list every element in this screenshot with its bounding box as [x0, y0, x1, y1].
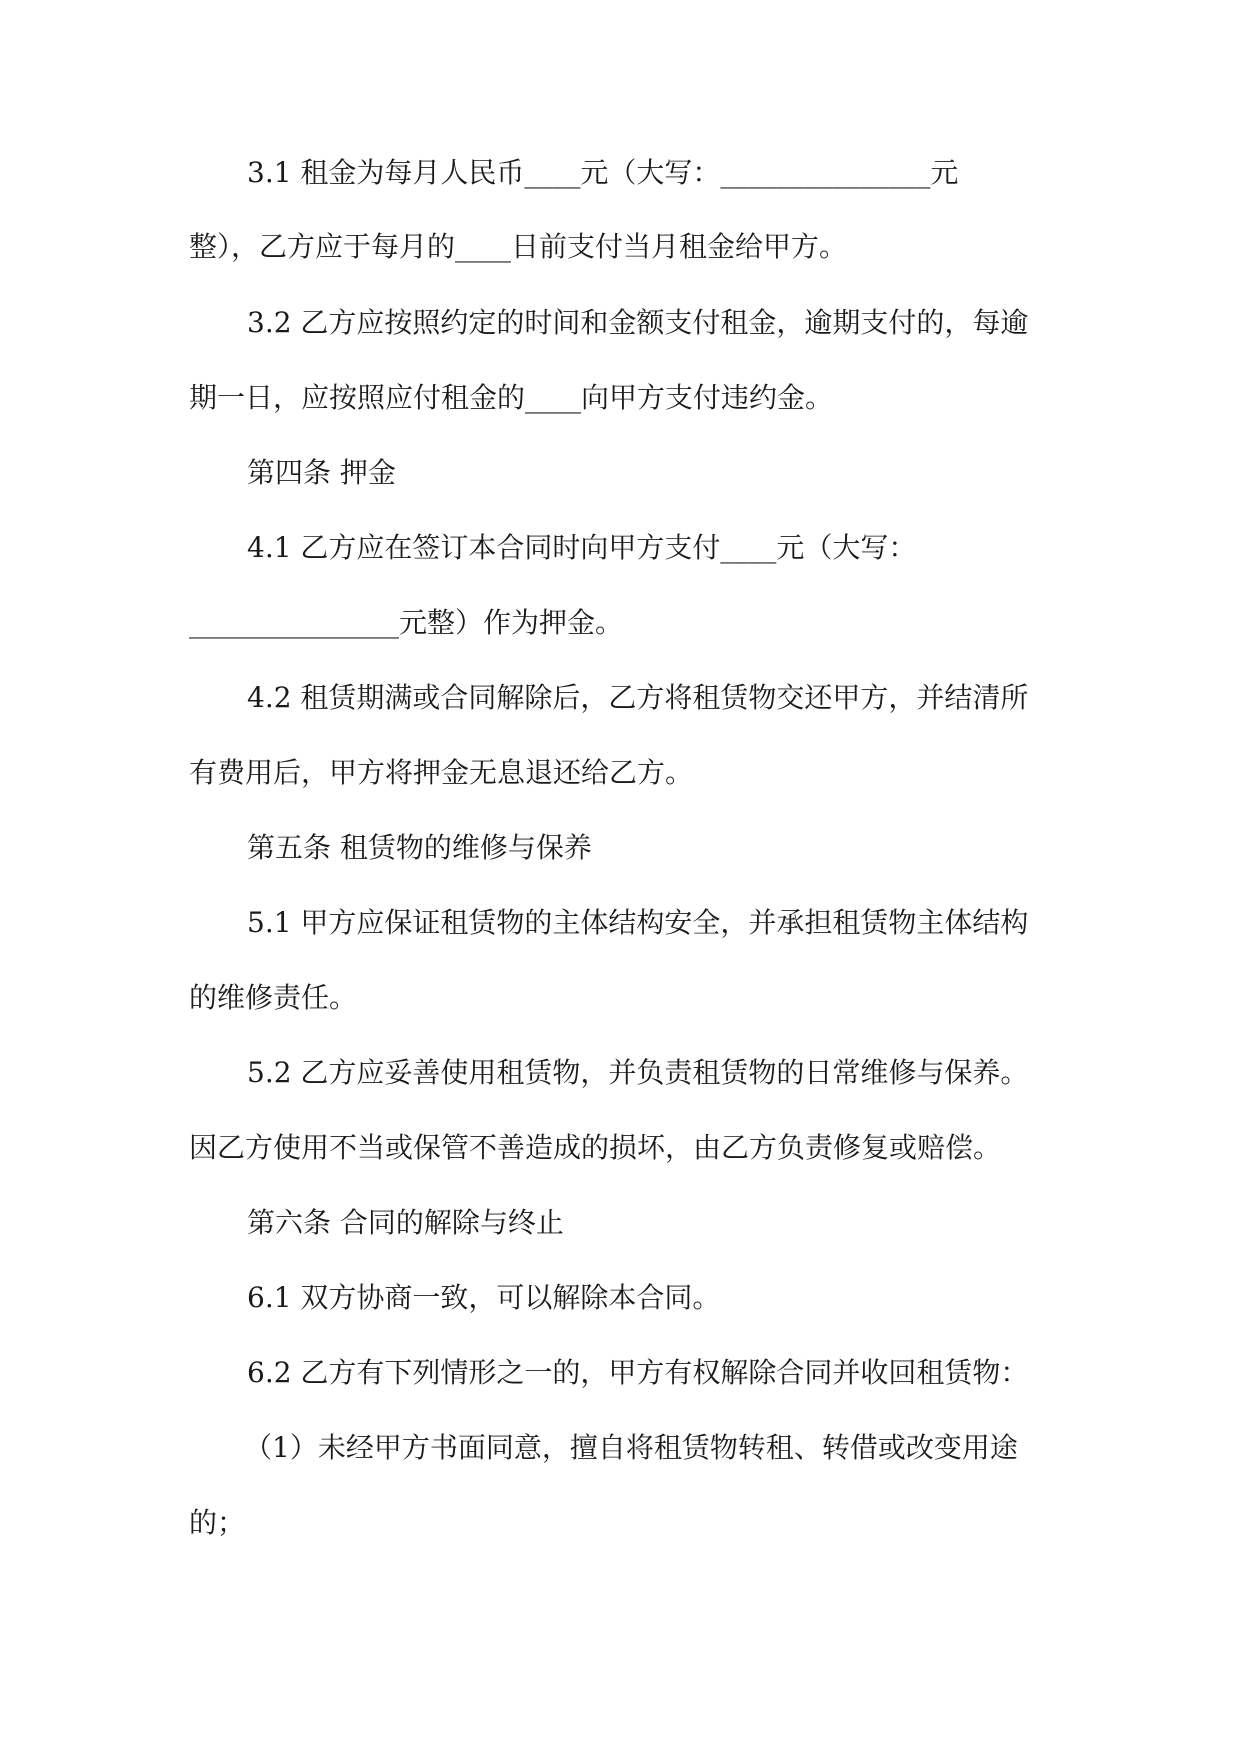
clause-5-2-line-2: 因乙方使用不当或保管不善造成的损坏，由乙方负责修复或赔偿。: [189, 1131, 1002, 1164]
clause-4-2-line-1: 4.2 租赁期满或合同解除后，乙方将租赁物交还甲方，并结清所: [247, 681, 1029, 714]
clause-3-1-line-1: 3.1 租金为每月人民币____元（大写：_______________元: [247, 156, 959, 189]
clause-4-2-line-2: 有费用后，甲方将押金无息退还给乙方。: [189, 756, 694, 789]
clause-6-2-item-1-line-2: 的；: [189, 1506, 246, 1539]
clause-3-2-line-2: 期一日，应按照应付租金的____向甲方支付违约金。: [189, 381, 834, 414]
clause-3-2-line-1: 3.2 乙方应按照约定的时间和金额支付租金，逾期支付的，每逾: [247, 306, 1029, 339]
clause-5-1-line-2: 的维修责任。: [189, 981, 358, 1014]
clause-6-2-item-1-line-1: （1）未经甲方书面同意，擅自将租赁物转租、转借或改变用途: [244, 1431, 1018, 1464]
clause-4-1-line-1: 4.1 乙方应在签订本合同时向甲方支付____元（大写：: [247, 531, 917, 564]
clause-4-1-line-2: _______________元整）作为押金。: [189, 606, 624, 639]
article-5-heading: 第五条 租赁物的维修与保养: [247, 831, 592, 864]
article-6-heading: 第六条 合同的解除与终止: [247, 1206, 564, 1239]
clause-3-1-line-2: 整），乙方应于每月的____日前支付当月租金给甲方。: [189, 230, 848, 263]
clause-5-2-line-1: 5.2 乙方应妥善使用租赁物，并负责租赁物的日常维修与保养。: [247, 1056, 1029, 1089]
clause-6-2-line: 6.2 乙方有下列情形之一的，甲方有权解除合同并收回租赁物：: [247, 1356, 1029, 1389]
clause-5-1-line-1: 5.1 甲方应保证租赁物的主体结构安全，并承担租赁物主体结构: [247, 906, 1029, 939]
article-4-heading: 第四条 押金: [247, 456, 396, 489]
clause-6-1-line: 6.1 双方协商一致，可以解除本合同。: [247, 1281, 721, 1314]
